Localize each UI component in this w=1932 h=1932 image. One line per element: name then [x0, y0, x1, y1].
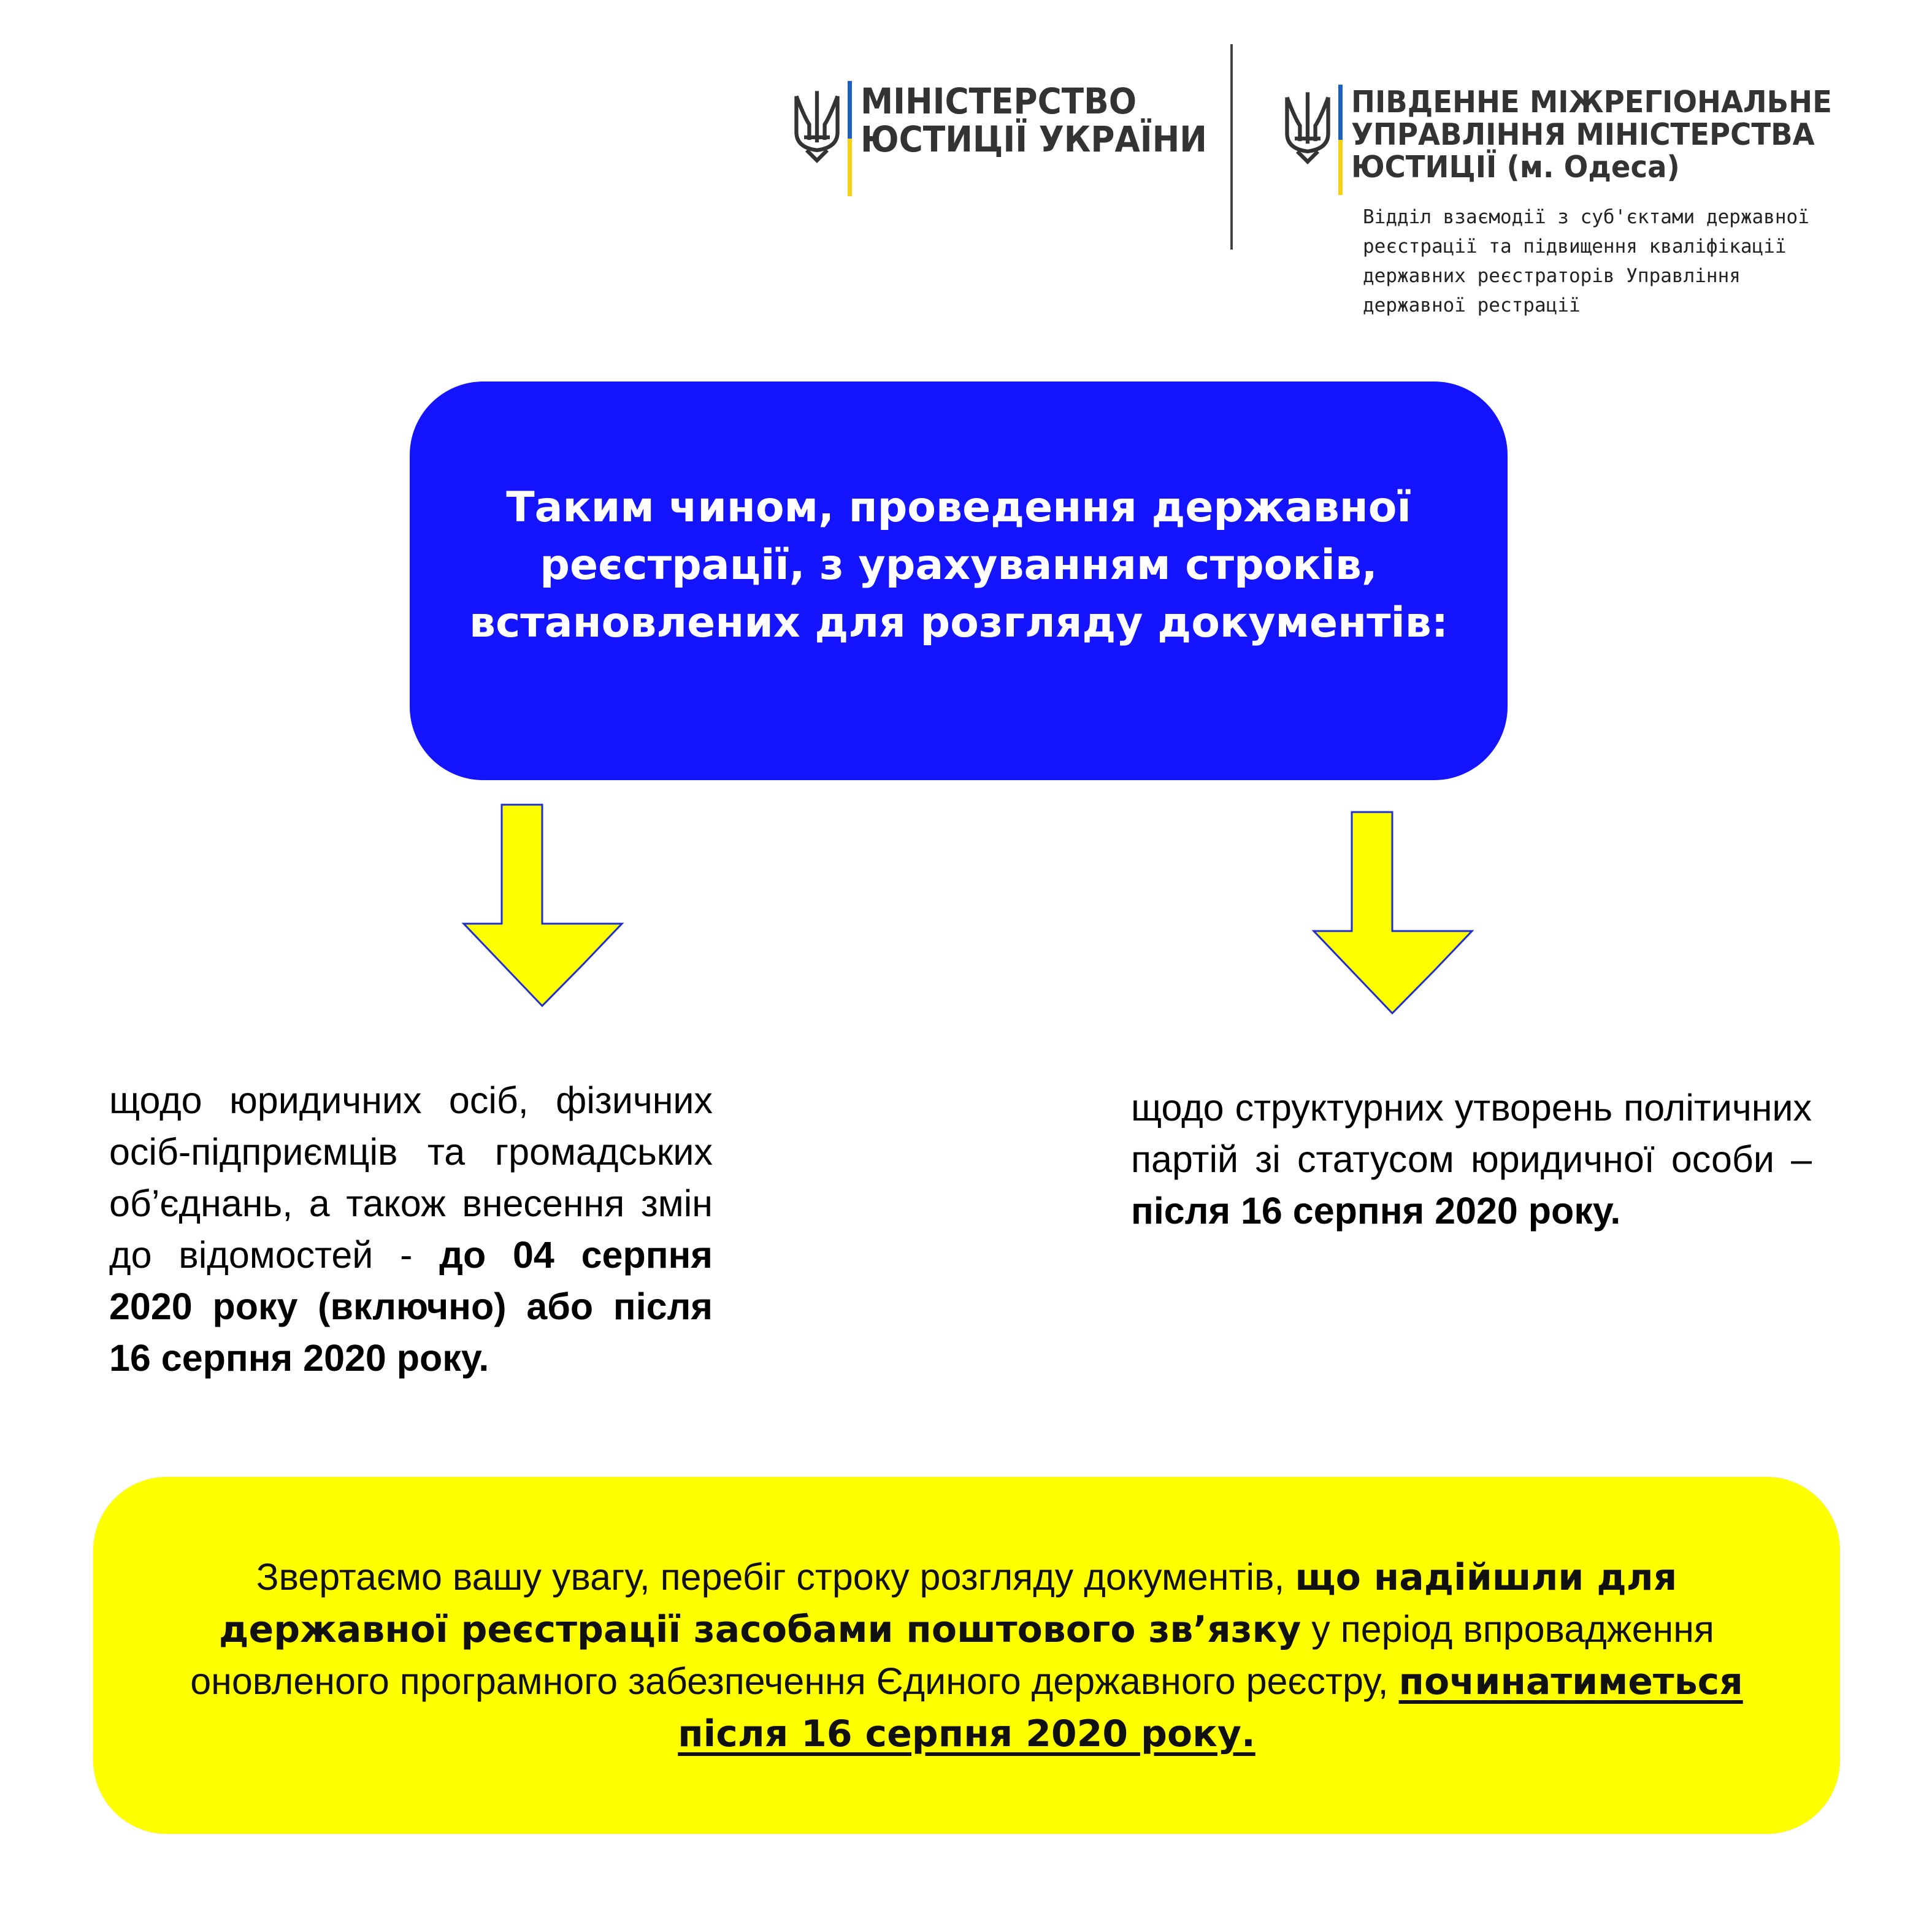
arrow-down-icon — [1311, 811, 1474, 1017]
department-name — [1351, 85, 1832, 185]
notice-start-date: починатиметься після 16 серпня 2020 року. — [678, 1660, 1743, 1755]
legal-entities-deadline-text — [109, 1075, 713, 1384]
notice-text — [142, 1551, 1791, 1760]
division-line-1: Відділ взаємодії з суб'єктами державної — [1363, 206, 1809, 228]
trident-icon — [1282, 87, 1333, 167]
political-parties-text: щодо структурних утворень політичних партій зі статусом юридичної особи – — [1131, 1087, 1812, 1180]
ministry-name — [861, 80, 1207, 160]
notice-intro: Звертаємо вашу увагу, перебіг строку розгляду документів, — [256, 1556, 1295, 1598]
ministry-name-line-2: ЮСТИЦІЇ УКРАЇНИ — [861, 118, 1207, 160]
flag-stripe — [848, 81, 852, 196]
arrow-down-icon — [461, 803, 624, 1010]
heading-box — [410, 381, 1508, 780]
southern-interregional-department-logo — [1282, 85, 1857, 195]
department-name-line-3: ЮСТИЦІЇ (м. Одеса) — [1351, 150, 1680, 185]
notice-box — [93, 1477, 1840, 1834]
division-description — [1363, 202, 1835, 320]
ministry-name-line-1: МІНІСТЕРСТВО — [861, 80, 1137, 122]
political-parties-deadline-text — [1131, 1082, 1812, 1236]
notice-mail-documents: що надійшли для державної реєстрації засобами поштового зв’язку — [219, 1556, 1677, 1651]
division-line-2: реєстрації та підвищення кваліфікації — [1363, 236, 1787, 258]
legal-entities-text: щодо юридичних осіб, фізичних осіб-підприємців та громадських об’єднань, а також внесення змін до відомостей - — [109, 1079, 713, 1276]
flag-stripe — [1338, 85, 1343, 195]
notice-middle: у період впровадження оновленого програмного забезпечення Єдиного державного реєстру, — [190, 1608, 1714, 1702]
political-parties-deadline: після 16 серпня 2020 року. — [1131, 1190, 1621, 1232]
trident-icon — [791, 86, 843, 166]
legal-entities-deadline: до 04 серпня 2020 року (включно) або після 16 серпня 2020 року. — [109, 1234, 713, 1379]
department-name-line-1: ПІВДЕННЕ МІЖРЕГІОНАЛЬНЕ — [1351, 85, 1832, 120]
heading-text: Таким чином, проведення державної реєстрації, з урахуванням строків, встановлених для розгляду документів: — [469, 483, 1449, 647]
division-line-3: державних реєстраторів Управління — [1363, 265, 1741, 287]
header-divider — [1230, 44, 1233, 250]
division-line-4: державної рестрації — [1363, 294, 1581, 316]
ministry-of-justice-logo — [791, 81, 1237, 196]
department-name-line-2: УПРАВЛІННЯ МІНІСТЕРСТВА — [1351, 117, 1815, 152]
